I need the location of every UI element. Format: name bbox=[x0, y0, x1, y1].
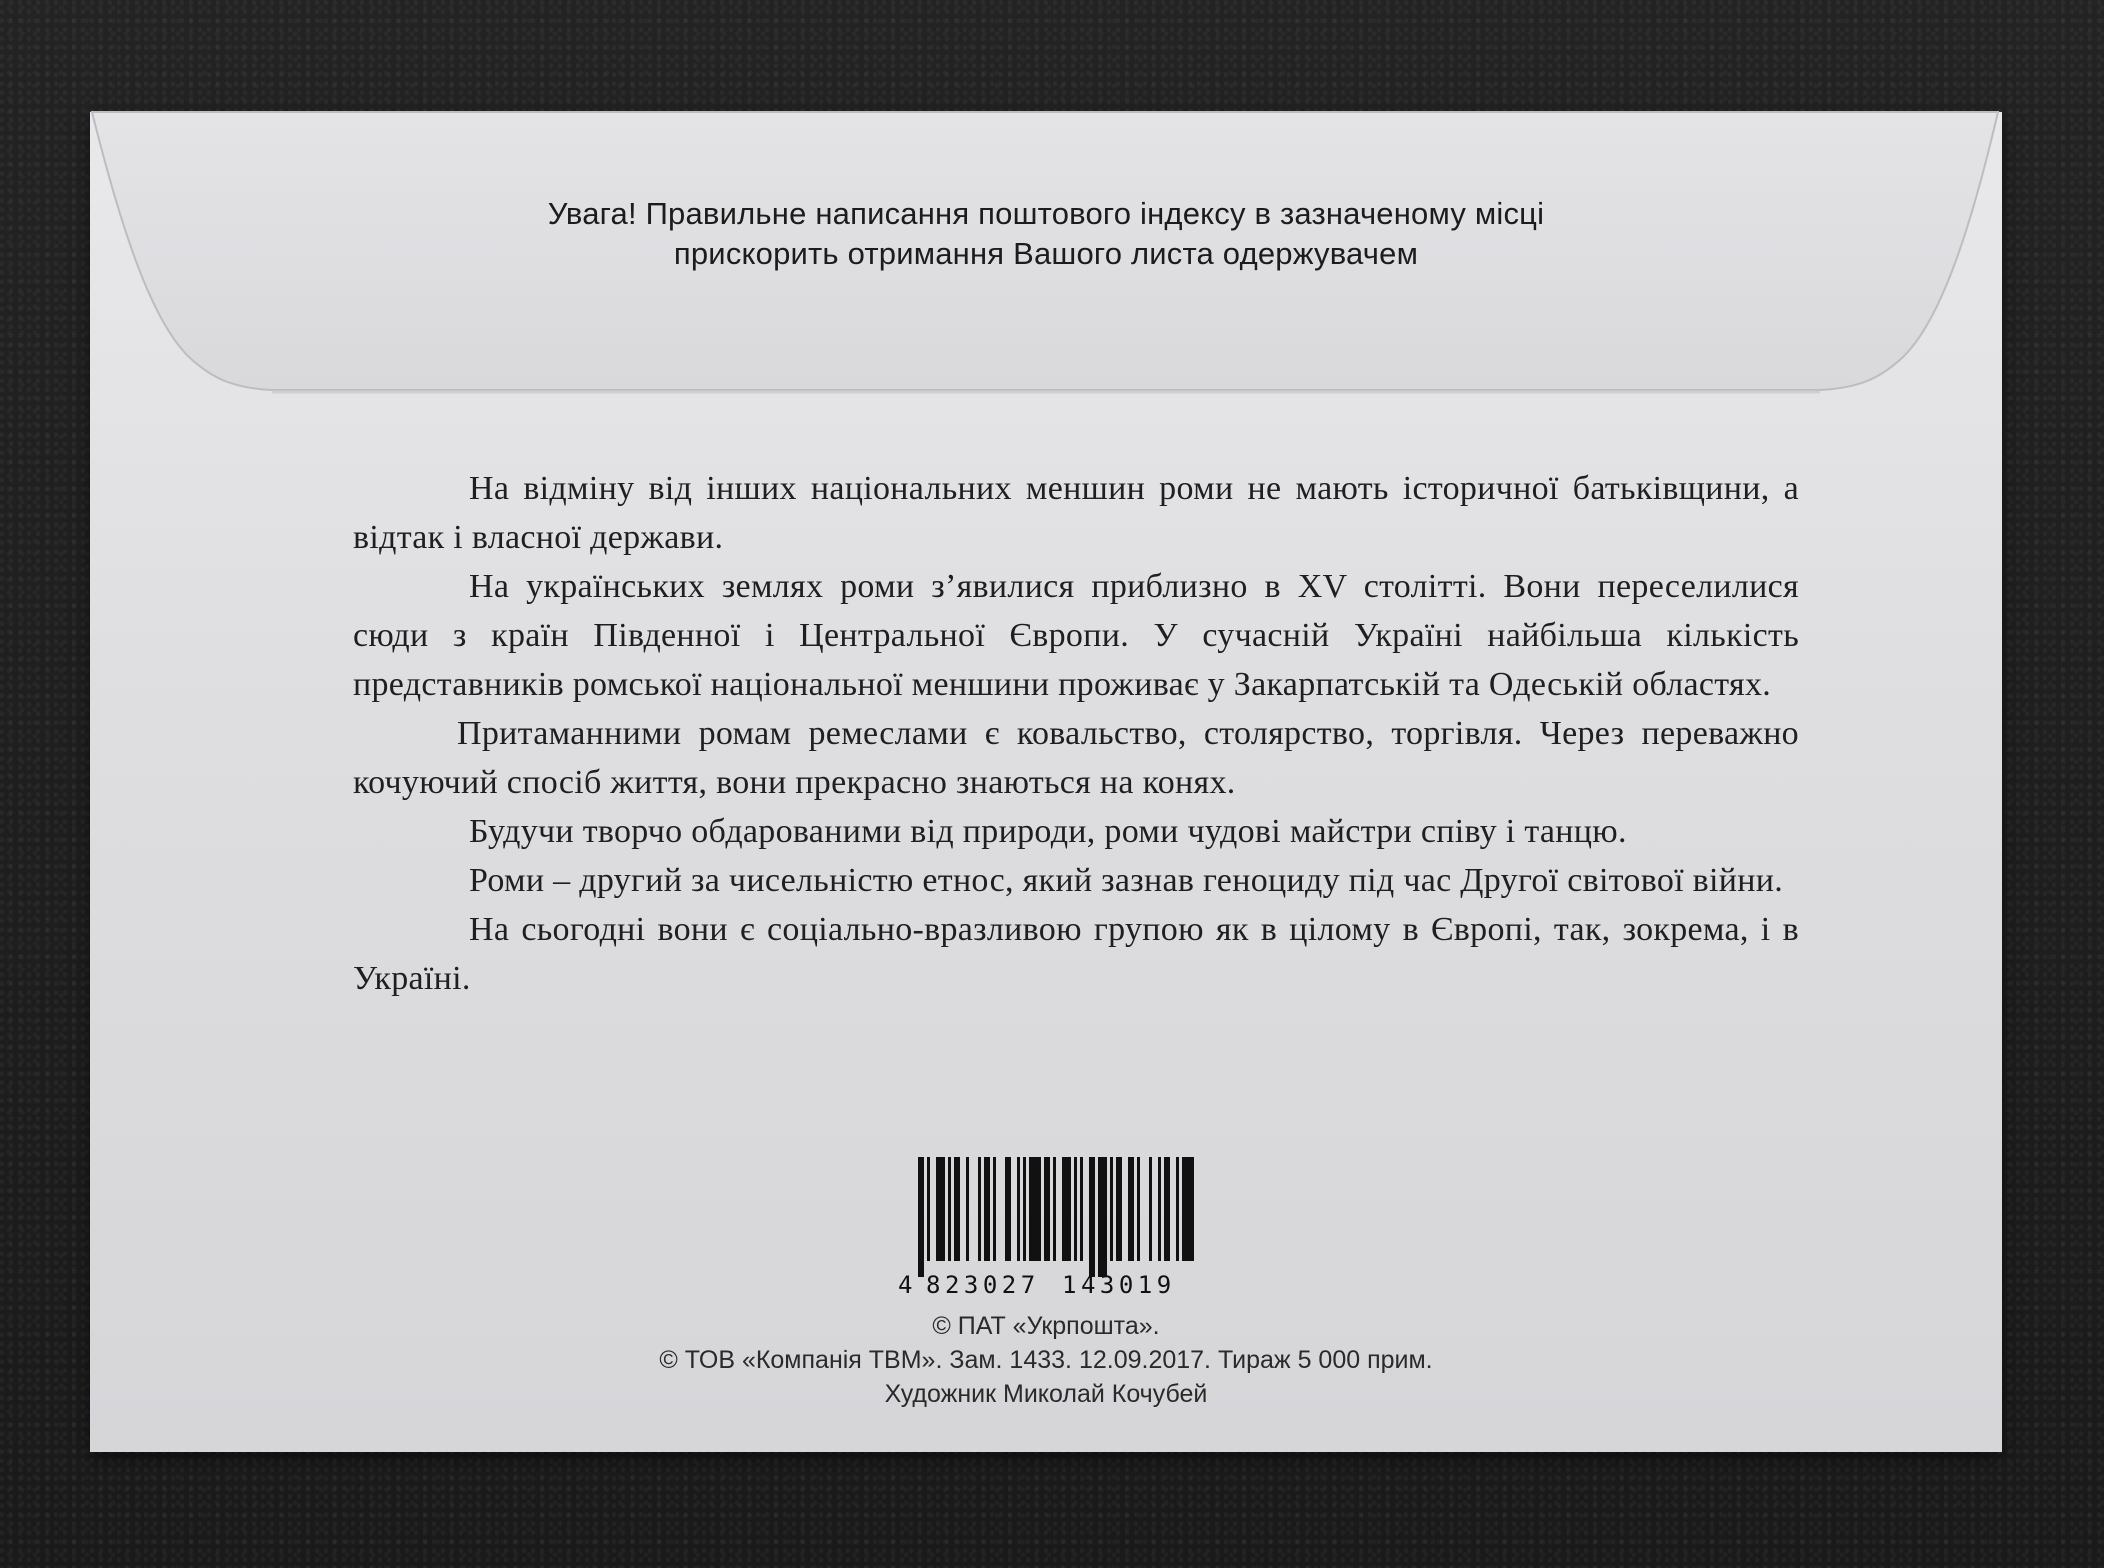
credit-artist: Художник Миколай Кочубей bbox=[884, 1380, 1208, 1408]
paragraph-5: Роми – другий за чисельністю етнос, який зазнав геноциду під час Другої світової війни. bbox=[469, 862, 1784, 899]
barcode-bar bbox=[1053, 1157, 1056, 1261]
barcode-bar bbox=[1176, 1157, 1179, 1261]
barcode-bar bbox=[1029, 1157, 1041, 1261]
barcode-bar bbox=[1128, 1157, 1134, 1261]
paragraph-6: На сьогодні вони є соціально-вразливою групою як в цілому в Європі, так, зокрема, і в Україні. bbox=[353, 911, 1799, 997]
barcode-bar bbox=[1164, 1157, 1170, 1261]
description-text bbox=[353, 464, 1799, 1003]
barcode-bar bbox=[993, 1157, 996, 1261]
barcode-bar bbox=[918, 1157, 924, 1277]
paragraph-2: На українських землях роми з’явилися приблизно в XV столітті. Вони переселилися сюди з країн Південної і Центральної Європи. У сучасній Україні найбільша кількість представників ромської національної меншини проживає у Закарпатській та Одеській областях. bbox=[353, 568, 1799, 703]
barcode-bar bbox=[954, 1157, 960, 1261]
barcode-bar bbox=[1182, 1157, 1194, 1261]
barcode-bar bbox=[966, 1157, 969, 1261]
paragraph-4: Будучи творчо обдарованими від природи, роми чудові майстри співу і танцю. bbox=[469, 813, 1627, 850]
barcode-bar bbox=[1017, 1157, 1020, 1261]
barcode-digits-right: 143019 bbox=[1062, 1271, 1176, 1297]
paragraph-3: Притаманними ромам ремеслами є ковальство, столярство, торгівля. Через переважно кочуючий спосіб життя, вони прекрасно знаються на конях. bbox=[353, 715, 1799, 801]
barcode-bar bbox=[984, 1157, 990, 1261]
envelope-back bbox=[90, 112, 2002, 1452]
notice-line-1: Увага! Правильне написання поштового індексу в зазначеному місці bbox=[547, 196, 1545, 231]
barcode bbox=[896, 1157, 1202, 1297]
barcode-bar bbox=[1110, 1157, 1113, 1261]
barcode-digits-left: 823027 bbox=[926, 1271, 1040, 1297]
credit-publisher: © ПАТ «Укрпошта». bbox=[932, 1312, 1160, 1340]
postal-code-notice bbox=[90, 194, 2002, 274]
barcode-bar bbox=[1044, 1157, 1050, 1261]
barcode-bar bbox=[1137, 1157, 1140, 1261]
barcode-digit-first: 4 bbox=[898, 1271, 913, 1297]
barcode-bar bbox=[1098, 1157, 1107, 1277]
barcode-bar bbox=[948, 1157, 951, 1261]
barcode-bar bbox=[1149, 1157, 1152, 1261]
barcode-bar bbox=[1089, 1157, 1095, 1277]
barcode-bar bbox=[1062, 1157, 1071, 1261]
barcode-bars bbox=[918, 1157, 1194, 1277]
notice-line-2: прискорить отримання Вашого листа одержувачем bbox=[673, 236, 1419, 271]
barcode-bar bbox=[978, 1157, 981, 1261]
barcode-bar bbox=[927, 1157, 930, 1261]
barcode-bar bbox=[1158, 1157, 1161, 1261]
paragraph-1: На відміну від інших національних меншин роми не мають історичної батьківщини, а відтак і власної держави. bbox=[353, 470, 1799, 556]
barcode-bar bbox=[936, 1157, 945, 1261]
barcode-bar bbox=[1005, 1157, 1011, 1261]
credit-printer: © ТОВ «Компанія ТВМ». Зам. 1433. 12.09.2017. Тираж 5 000 прим. bbox=[659, 1346, 1433, 1374]
barcode-bar bbox=[1074, 1157, 1077, 1261]
credits bbox=[90, 1309, 2002, 1411]
barcode-bar bbox=[1023, 1157, 1026, 1261]
barcode-bar bbox=[1116, 1157, 1122, 1261]
barcode-bar bbox=[1080, 1157, 1083, 1261]
